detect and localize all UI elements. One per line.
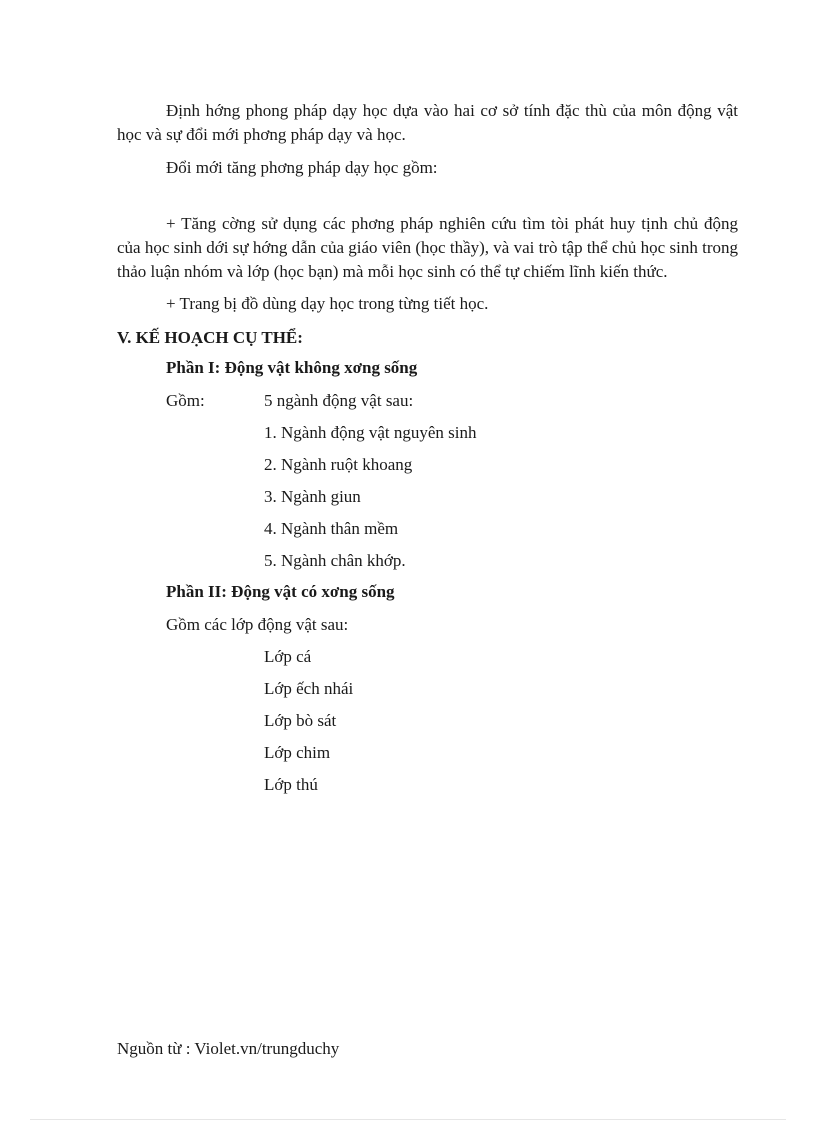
paragraph-method-renewal: Đổi mới tăng phơng pháp dạy học gồm: — [166, 158, 438, 177]
part1-label: Gồm: — [166, 391, 205, 410]
list-item: Lớp ếch nhái — [264, 679, 354, 698]
page-bottom-divider — [30, 1119, 786, 1120]
list-item: Lớp thú — [264, 775, 318, 794]
list-item: 4. Ngành thân mềm — [264, 519, 399, 538]
list-item: Lớp bò sát — [264, 711, 337, 730]
part2-intro: Gồm các lớp động vật sau: — [166, 615, 349, 634]
paragraph-increase-research: + Tăng cờng sử dụng các phơng pháp nghiên cứu tìm tòi phát huy tịnh chủ động của học sinh dới sự hớng dẫn của giáo viên (học thầy), và vai trò tập thể chủ học sinh trong thảo luận nhóm và lớp (học bạn) mà mỗi học sinh có thể tự chiếm lĩnh kiến thức. — [117, 214, 738, 281]
section-heading: V. KẾ HOẠCH CỤ THỂ: — [117, 328, 303, 347]
list-item: Lớp chim — [264, 743, 331, 762]
list-item: 5. Ngành chân khớp. — [264, 551, 406, 570]
paragraph-teaching-orientation: Định hớng phong pháp dạy học dựa vào hai cơ sở tính đặc thù của môn động vật học và sự đổi mới phơng pháp dạy và học. — [117, 101, 738, 144]
source-footer: Nguồn từ : Violet.vn/trungduchy — [117, 1039, 340, 1058]
list-item: 3. Ngành giun — [264, 487, 361, 506]
list-item: Lớp cá — [264, 647, 312, 666]
part1-intro: 5 ngành động vật sau: — [264, 391, 414, 410]
part1-heading: Phần I: Động vật không xơng sống — [166, 358, 418, 377]
list-item: 1. Ngành động vật nguyên sinh — [264, 423, 477, 442]
paragraph-equipment: + Trang bị đồ dùng dạy học trong từng tiết học. — [166, 294, 489, 313]
part2-heading: Phần II: Động vật có xơng sống — [166, 582, 395, 601]
list-item: 2. Ngành ruột khoang — [264, 455, 413, 474]
